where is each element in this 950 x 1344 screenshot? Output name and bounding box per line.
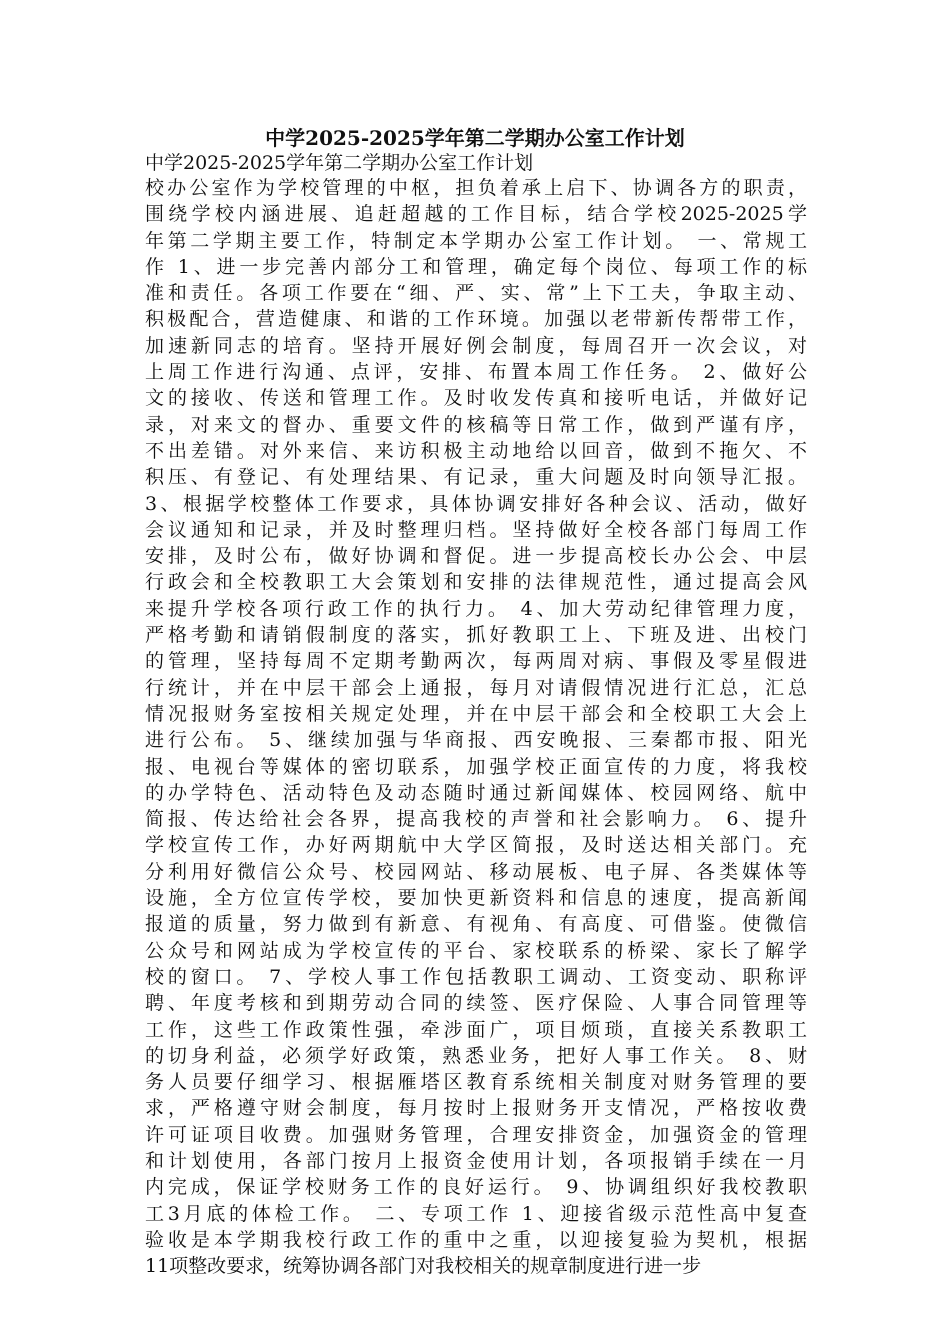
document-title: 中学2025-2025学年第二学期办公室工作计划 [265,126,685,150]
body-line: 工3月底的体检工作。 二、专项工作 1、迎接省级示范性高中复查 [145,1202,807,1225]
body-line: 情况报财务室按相关规定处理，并在中层干部会和全校职工大会上 [145,702,807,725]
body-line: 务人员要仔细学习、根据雁塔区教育系统相关制度对财务管理的要 [145,1071,807,1094]
body-line: 报道的质量，努力做到有新意、有视角、有高度、可借鉴。使微信 [145,913,807,936]
body-line: 上周工作进行沟通、点评，安排、布置本周工作任务。 2、做好公 [145,361,807,384]
body-line: 聘、年度考核和到期劳动合同的续签、医疗保险、人事合同管理等 [145,992,807,1015]
body-line: 工作，这些工作政策性强，牵涉面广，项目烦琐，直接关系教职工 [145,1018,807,1041]
body-line: 简报、传达给社会各界，提高我校的声誉和社会影响力。 6、提升 [145,808,807,831]
body-line: 3、根据学校整体工作要求，具体协调安排好各种会议、活动，做好 [145,492,807,515]
body-line: 的办学特色、活动特色及动态随时通过新闻媒体、校园网络、航中 [145,781,807,804]
body-line: 严格考勤和请销假制度的落实，抓好教职工上、下班及进、出校门 [145,624,807,647]
body-line: 文的接收、传送和管理工作。及时收发传真和接听电话，并做好记 [145,387,807,410]
body-line: 内完成，保证学校财务工作的良好运行。 9、协调组织好我校教职 [145,1176,807,1199]
body-line: 分利用好微信公众号、校园网站、移动展板、电子屏、各类媒体等 [145,860,807,883]
body-line: 会议通知和记录，并及时整理归档。坚持做好全校各部门每周工作 [145,518,807,541]
body-line: 求，严格遵守财会制度，每月按时上报财务开支情况，严格按收费 [145,1097,807,1120]
body-line: 的切身利益，必须学好政策，熟悉业务，把好人事工作关。 8、财 [145,1044,807,1067]
body-line: 不出差错。对外来信、来访积极主动地给以回音，做到不拖欠、不 [145,439,807,462]
body-line: 验收是本学期我校行政工作的重中之重，以迎接复验为契机，根据 [145,1228,807,1251]
body-line: 准和责任。各项工作要在“细、严、实、常”上下工夫，争取主动、 [145,282,807,305]
body-line: 校办公室作为学校管理的中枢，担负着承上启下、协调各方的职责， [145,177,807,199]
body-line: 设施，全方位宣传学校，要加快更新资料和信息的速度，提高新闻 [145,887,807,910]
body-line: 和计划使用，各部门按月上报资金使用计划，各项报销手续在一月 [145,1149,807,1172]
body-line: 报、电视台等媒体的密切联系，加强学校正面宣传的力度，将我校 [145,755,807,778]
document-subtitle: 中学2025-2025学年第二学期办公室工作计划 [145,152,534,174]
body-line: 年第二学期主要工作，特制定本学期办公室工作计划。 一、常规工 [145,229,807,252]
body-line: 积压、有登记、有处理结果、有记录，重大问题及时向领导汇报。 [145,466,807,489]
body-line: 11项整改要求，统筹协调各部门对我校相关的规章制度进行进一步 [145,1255,702,1278]
document-body [145,175,807,1279]
body-line: 校的窗口。 7、学校人事工作包括教职工调动、工资变动、职称评 [145,965,807,988]
body-line: 录，对来文的督办、重要文件的核稿等日常工作，做到严谨有序， [145,413,807,436]
body-line: 行统计，并在中层干部会上通报，每月对请假情况进行汇总，汇总 [145,676,807,699]
body-line: 行政会和全校教职工大会策划和安排的法律规范性，通过提高会风 [145,571,807,594]
body-line: 安排，及时公布，做好协调和督促。进一步提高校长办公会、中层 [145,545,807,568]
body-line: 进行公布。 5、继续加强与华商报、西安晚报、三秦都市报、阳光 [145,729,807,752]
body-line: 来提升学校各项行政工作的执行力。 4、加大劳动纪律管理力度， [145,597,807,620]
body-line: 许可证项目收费。加强财务管理，合理安排资金，加强资金的管理 [145,1123,807,1146]
body-line: 加速新同志的培育。坚持开展好例会制度，每周召开一次会议，对 [145,334,807,357]
body-line: 作 1、进一步完善内部分工和管理，确定每个岗位、每项工作的标 [145,255,807,278]
body-line: 学校宣传工作，办好两期航中大学区简报，及时送达相关部门。充 [145,834,807,857]
body-line: 围绕学校内涵进展、追赶超越的工作目标，结合学校2025-2025学 [145,203,807,226]
body-line: 积极配合，营造健康、和谐的工作环境。加强以老带新传帮带工作， [145,308,807,331]
body-line: 的管理，坚持每周不定期考勤两次，每两周对病、事假及零星假进 [145,650,807,673]
body-line: 公众号和网站成为学校宣传的平台、家校联系的桥梁、家长了解学 [145,939,807,962]
